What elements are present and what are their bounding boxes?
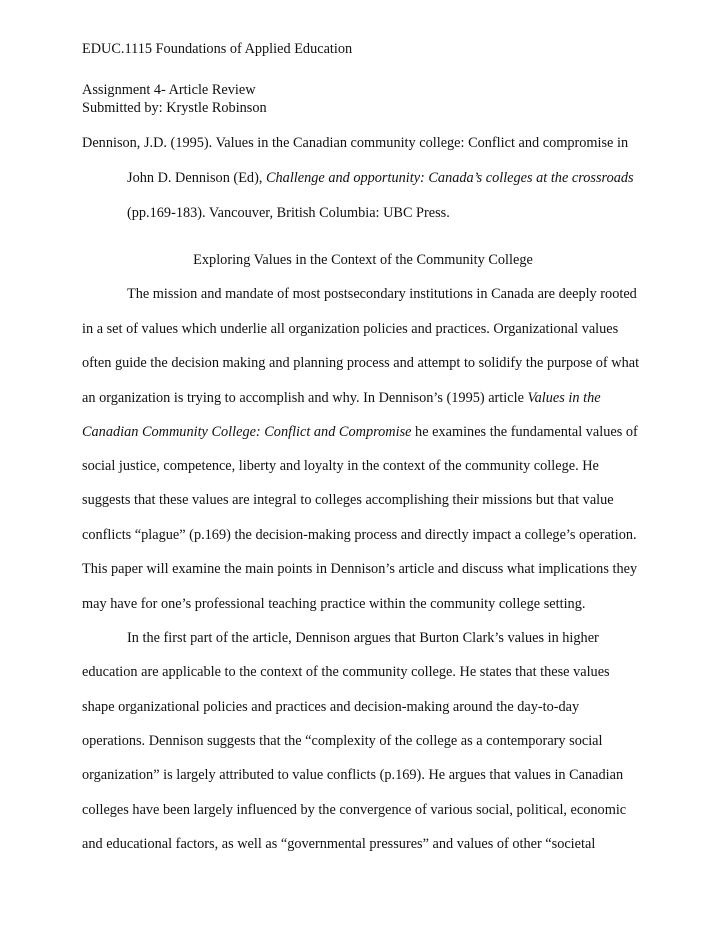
course-header: EDUC.1115 Foundations of Applied Education	[82, 41, 353, 57]
paragraph-1-line-1: The mission and mandate of most postsecondary institutions in Canada are deeply rooted	[127, 286, 637, 302]
submitted-by: Submitted by: Krystle Robinson	[82, 100, 267, 116]
paragraph-1-line-3: often guide the decision making and planning process and attempt to solidify the purpose of what	[82, 355, 640, 371]
paragraph-1-line-10: may have for one’s professional teaching practice within the community college setting.	[82, 596, 586, 612]
paragraph-2-line-1: In the first part of the article, Dennison argues that Burton Clark’s values in higher	[127, 630, 599, 646]
paragraph-2-line-3: shape organizational policies and practices and decision-making around the day-to-day	[82, 699, 580, 715]
paragraph-2-line-7: and educational factors, as well as “governmental pressures” and values of other “societal	[82, 836, 596, 852]
document-page	[82, 0, 662, 942]
paragraph-1-line-8: conflicts “plague” (p.169) the decision-making process and directly impact a college’s operation.	[82, 527, 637, 543]
article-title-part-1: Values in the	[527, 390, 601, 406]
paragraph-2-line-4: operations. Dennison suggests that the “complexity of the college as a contemporary social	[82, 733, 603, 749]
citation-line-2	[127, 169, 634, 187]
citation-line-3: (pp.169-183). Vancouver, British Columbia: UBC Press.	[127, 205, 450, 221]
paragraph-2-line-2: education are applicable to the context of the community college. He states that these values	[82, 664, 610, 680]
paragraph-1-line-7: suggests that these values are integral to colleges accomplishing their missions but that value	[82, 492, 614, 508]
article-title-part-2: Canadian Community College: Conflict and Compromise	[82, 424, 412, 440]
paragraph-1-line-4	[82, 389, 601, 407]
paragraph-1-line-6: social justice, competence, liberty and loyalty in the context of the community college. He	[82, 458, 599, 474]
essay-title: Exploring Values in the Context of the Community College	[193, 252, 533, 268]
paragraph-1-line-5	[82, 423, 638, 441]
citation-book-title: Challenge and opportunity: Canada’s colleges at the crossroads	[265, 170, 634, 186]
citation-line-1: Dennison, J.D. (1995). Values in the Canadian community college: Conflict and compromise in	[82, 135, 629, 151]
paragraph-2-line-5: organization” is largely attributed to value conflicts (p.169). He argues that values in Canadian	[82, 767, 624, 783]
assignment-title: Assignment 4- Article Review	[82, 82, 256, 98]
paragraph-2-line-6: colleges have been largely influenced by the convergence of various social, political, economic	[82, 802, 627, 818]
paragraph-1-line-4-text: an organization is trying to accomplish and why. In Dennison’s (1995) article	[82, 390, 528, 406]
paragraph-1-line-2: in a set of values which underlie all organization policies and practices. Organizational values	[82, 321, 619, 337]
paragraph-1-line-9: This paper will examine the main points in Dennison’s article and discuss what implications they	[82, 561, 638, 577]
citation-editor: John D. Dennison (Ed),	[127, 170, 266, 186]
paragraph-1-line-5-text: he examines the fundamental values of	[411, 424, 638, 440]
